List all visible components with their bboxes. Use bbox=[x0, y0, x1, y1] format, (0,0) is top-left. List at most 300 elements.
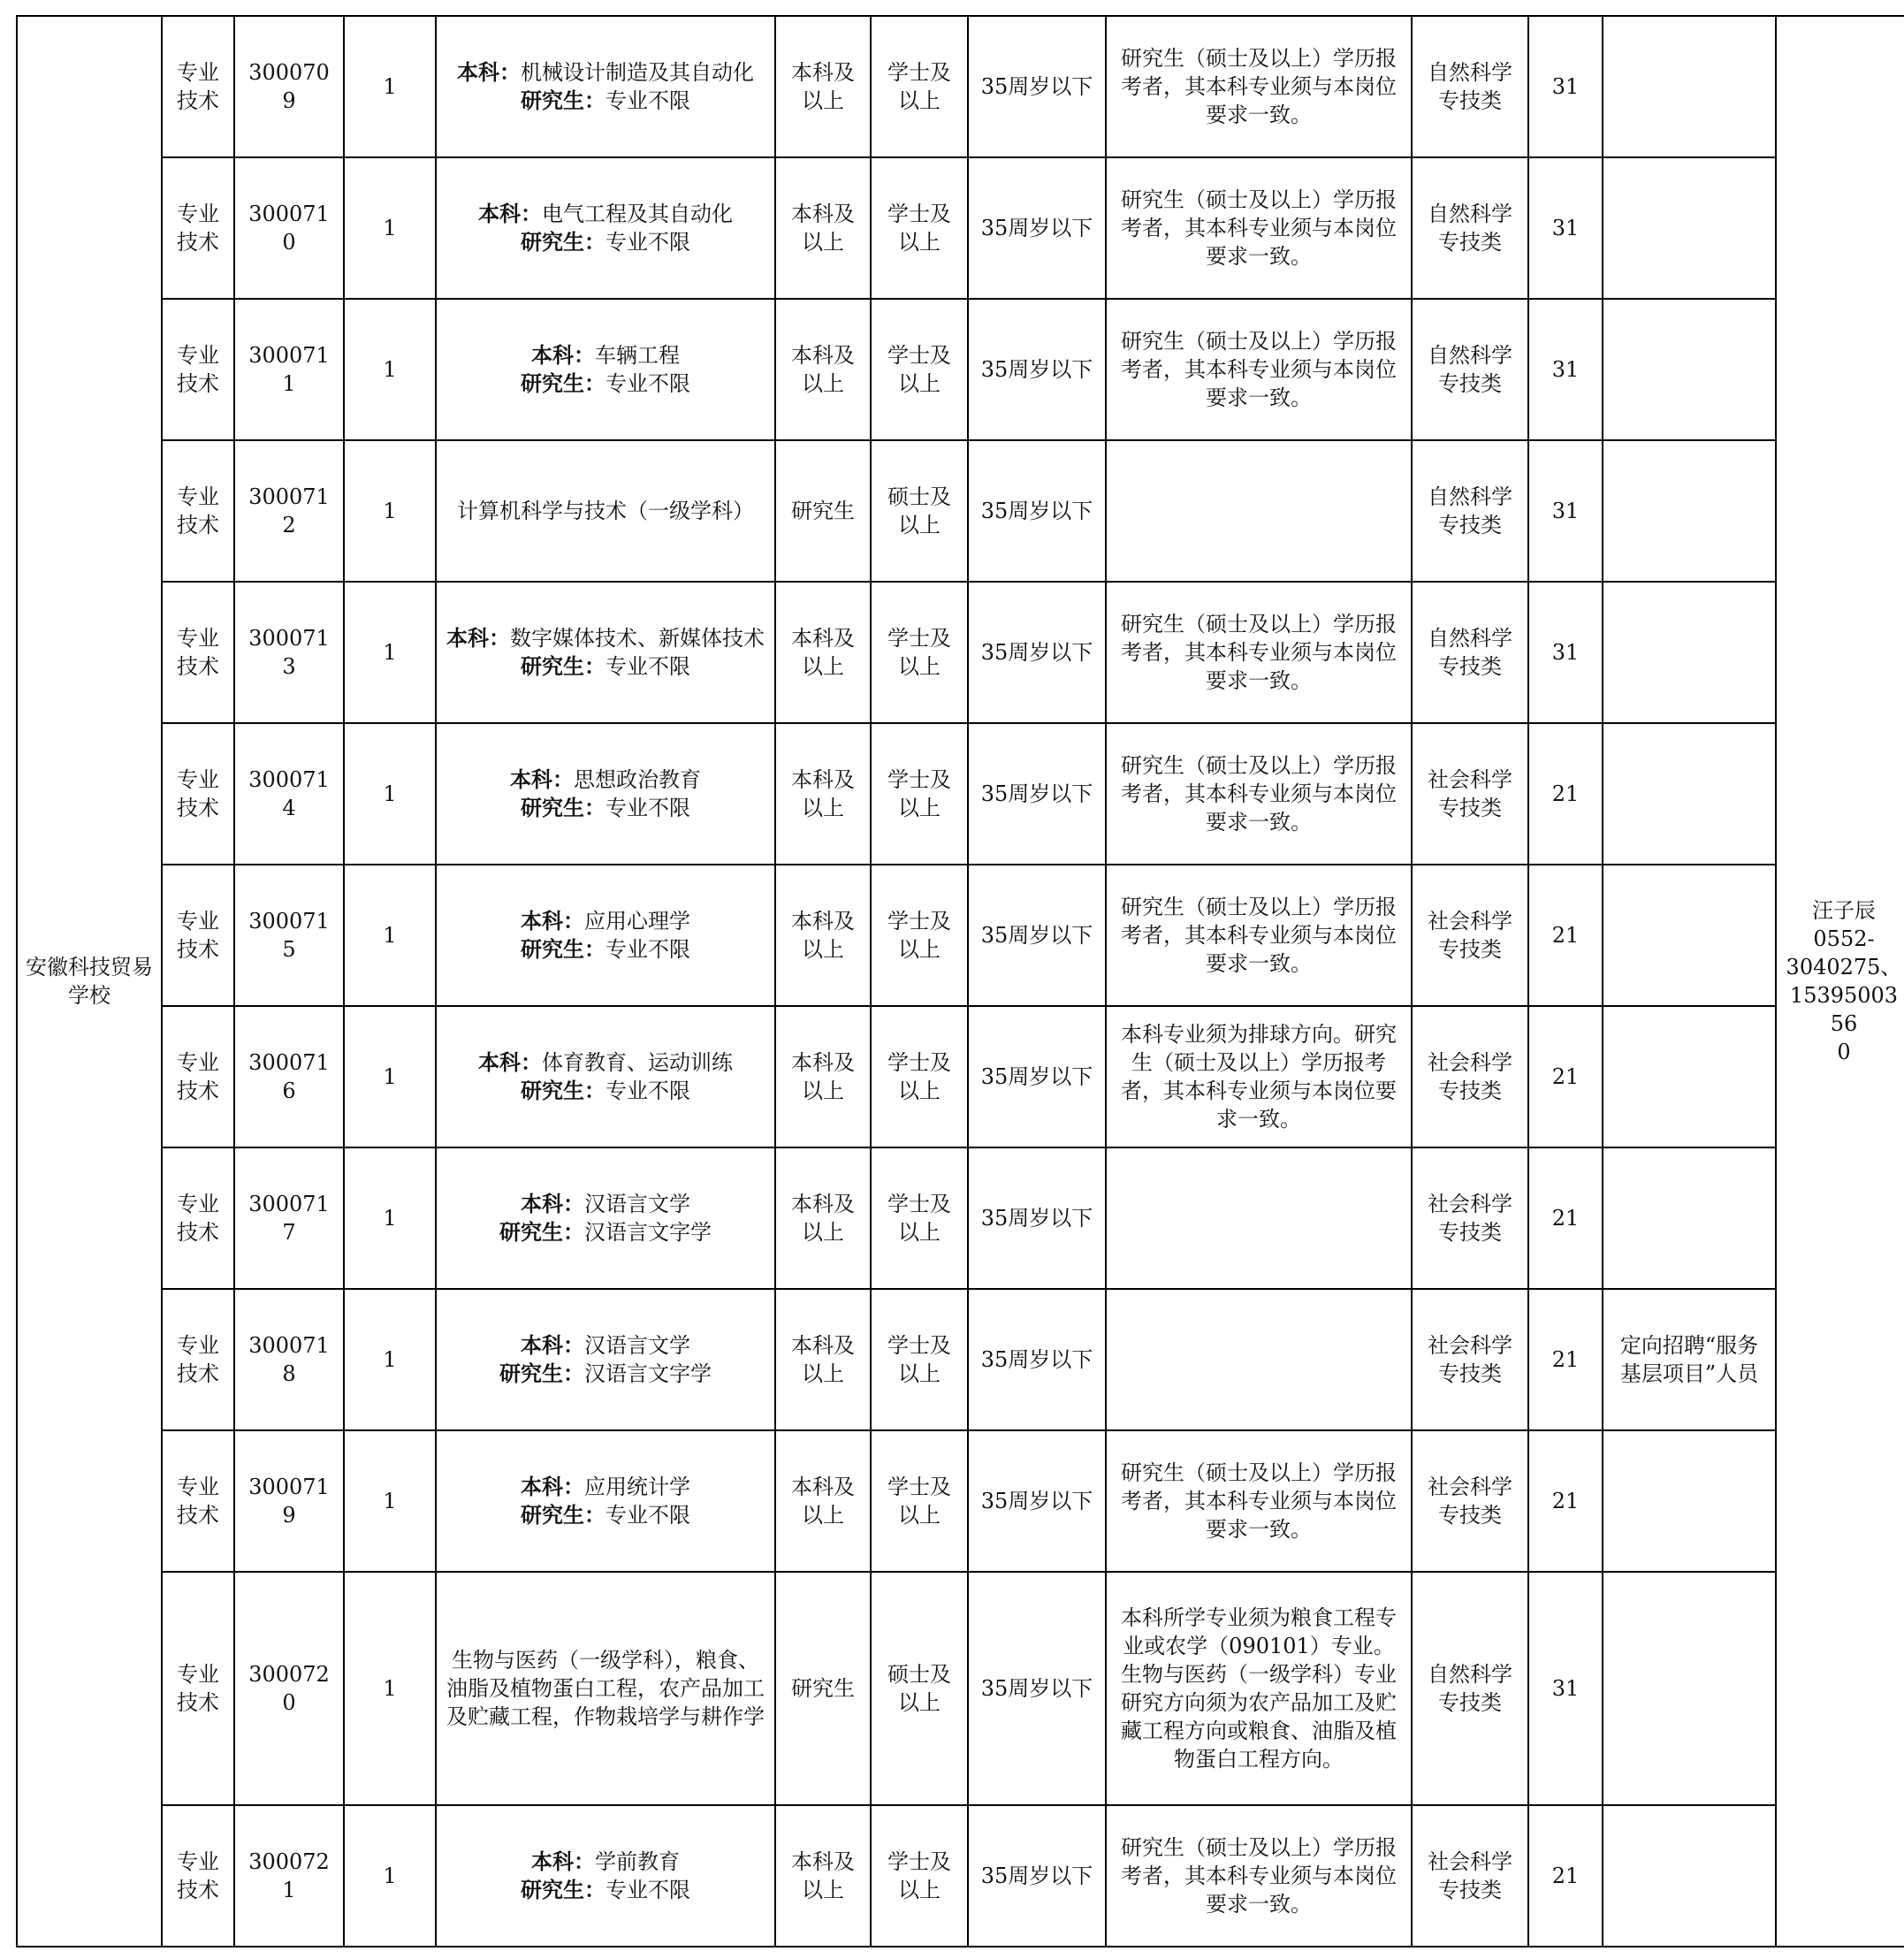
major-requirement-cell bbox=[436, 1147, 775, 1289]
cell-line: 以上 bbox=[802, 1503, 844, 1528]
table-row bbox=[17, 1147, 1904, 1289]
other-requirements-cell: 研究生（硕士及以上）学历报考者，其本科专业须与本岗位要求一致。 bbox=[1106, 16, 1412, 157]
major-undergrad-line bbox=[444, 1048, 767, 1077]
major-postgrad-line bbox=[444, 794, 767, 822]
cell-line: 专业 bbox=[177, 1849, 219, 1874]
education-cell bbox=[775, 1289, 871, 1430]
exam-code-cell: 31 bbox=[1528, 299, 1603, 440]
cell-line: 学士及 bbox=[887, 202, 951, 226]
cell-line: 3040275、 bbox=[1786, 955, 1902, 980]
table-row bbox=[17, 1805, 1904, 1947]
age-limit-cell: 35周岁以下 bbox=[968, 723, 1106, 865]
other-requirements-cell bbox=[1106, 440, 1412, 582]
exam-type-cell bbox=[1412, 16, 1528, 157]
exam-code-cell: 21 bbox=[1528, 723, 1603, 865]
undergrad-label: 本科： bbox=[521, 1474, 584, 1499]
cell-line: 以上 bbox=[898, 796, 941, 820]
hire-count-cell: 1 bbox=[344, 1006, 436, 1147]
age-limit-cell: 35周岁以下 bbox=[968, 299, 1106, 440]
postgrad-major: 专业不限 bbox=[605, 654, 690, 679]
remark-cell bbox=[1603, 582, 1776, 723]
post-code-cell: 3000718 bbox=[234, 1289, 344, 1430]
table-row bbox=[17, 157, 1904, 299]
post-code-cell: 3000717 bbox=[234, 1147, 344, 1289]
age-limit-cell: 35周岁以下 bbox=[968, 1572, 1106, 1805]
cell-line: 专技类 bbox=[1438, 1079, 1502, 1103]
cell-line: 专技类 bbox=[1438, 513, 1502, 537]
remark-cell: 定向招聘“服务基层项目”人员 bbox=[1603, 1289, 1776, 1430]
education-cell bbox=[775, 1572, 871, 1805]
major-requirement-cell bbox=[436, 157, 775, 299]
cell-line: 自然科学 bbox=[1428, 626, 1512, 651]
cell-line: 专技类 bbox=[1438, 1878, 1502, 1902]
age-limit-cell: 35周岁以下 bbox=[968, 16, 1106, 157]
exam-code-cell: 31 bbox=[1528, 1572, 1603, 1805]
cell-line: 专业 bbox=[177, 1192, 219, 1216]
degree-cell bbox=[871, 1430, 968, 1572]
cell-line: 本科及 bbox=[791, 909, 855, 934]
postgrad-major: 专业不限 bbox=[605, 88, 690, 113]
major-undergrad-line bbox=[444, 907, 767, 935]
major-postgrad-line bbox=[444, 1077, 767, 1105]
cell-line: 硕士及 bbox=[887, 1662, 951, 1687]
major-postgrad-line bbox=[444, 1876, 767, 1904]
cell-line: 研究生 bbox=[791, 1676, 855, 1701]
other-requirements-cell bbox=[1106, 1147, 1412, 1289]
cell-line: 以上 bbox=[802, 654, 844, 679]
cell-line: 学士及 bbox=[887, 1333, 951, 1358]
major-undergrad-line bbox=[444, 624, 767, 652]
cell-line: 本科及 bbox=[791, 202, 855, 226]
degree-cell bbox=[871, 1572, 968, 1805]
exam-code-cell: 31 bbox=[1528, 157, 1603, 299]
post-code-cell: 3000720 bbox=[234, 1572, 344, 1805]
major-requirement-cell bbox=[436, 440, 775, 582]
cell-line: 以上 bbox=[898, 937, 941, 962]
major-postgrad-line bbox=[444, 1360, 767, 1388]
cell-line: 本科及 bbox=[791, 1192, 855, 1216]
major-requirement-cell bbox=[436, 1572, 775, 1805]
cell-line: 学士及 bbox=[887, 343, 951, 368]
cell-line: 专业 bbox=[177, 60, 219, 85]
degree-cell bbox=[871, 299, 968, 440]
undergrad-major: 机械设计制造及其自动化 bbox=[521, 60, 754, 85]
exam-type-cell bbox=[1412, 1805, 1528, 1947]
remark-cell bbox=[1603, 1147, 1776, 1289]
postgrad-label: 研究生： bbox=[499, 1219, 584, 1245]
cell-line: 技术 bbox=[177, 937, 219, 962]
degree-cell bbox=[871, 582, 968, 723]
major-postgrad-line bbox=[444, 87, 767, 115]
postgrad-major: 汉语言文字学 bbox=[584, 1361, 712, 1386]
post-category-cell bbox=[162, 1430, 234, 1572]
major-requirement-cell bbox=[436, 1430, 775, 1572]
exam-code-cell: 31 bbox=[1528, 440, 1603, 582]
post-category-cell bbox=[162, 1289, 234, 1430]
age-limit-cell: 35周岁以下 bbox=[968, 1289, 1106, 1430]
undergrad-label: 本科： bbox=[457, 59, 521, 85]
hire-count-cell: 1 bbox=[344, 1430, 436, 1572]
other-requirements-cell: 研究生（硕士及以上）学历报考者，其本科专业须与本岗位要求一致。 bbox=[1106, 157, 1412, 299]
education-cell bbox=[775, 1006, 871, 1147]
degree-cell bbox=[871, 1006, 968, 1147]
cell-line: 0552- bbox=[1813, 926, 1875, 951]
other-requirements-cell: 研究生（硕士及以上）学历报考者，其本科专业须与本岗位要求一致。 bbox=[1106, 299, 1412, 440]
recruitment-table bbox=[16, 15, 1904, 1948]
post-category-cell bbox=[162, 1805, 234, 1947]
undergrad-label: 本科： bbox=[521, 1332, 584, 1358]
remark-cell bbox=[1603, 157, 1776, 299]
undergrad-major: 体育教育、运动训练 bbox=[542, 1050, 733, 1075]
undergrad-label: 本科： bbox=[478, 201, 542, 226]
hire-count-cell: 1 bbox=[344, 1805, 436, 1947]
major-postgrad-line bbox=[444, 935, 767, 964]
undergrad-major: 应用统计学 bbox=[584, 1475, 690, 1499]
cell-line: 学士及 bbox=[887, 626, 951, 651]
cell-line: 安徽科技贸易 bbox=[26, 955, 153, 980]
cell-line: 研究生 bbox=[791, 499, 855, 523]
table-row bbox=[17, 16, 1904, 157]
degree-cell bbox=[871, 1289, 968, 1430]
cell-line: 以上 bbox=[898, 1220, 941, 1245]
table-row bbox=[17, 1006, 1904, 1147]
cell-line: 本科及 bbox=[791, 767, 855, 792]
cell-line: 本科及 bbox=[791, 1849, 855, 1874]
cell-line: 自然科学 bbox=[1428, 202, 1512, 226]
cell-line: 汪子辰 bbox=[1812, 898, 1876, 923]
remark-cell bbox=[1603, 16, 1776, 157]
cell-line: 以上 bbox=[802, 796, 844, 820]
major-requirement-cell bbox=[436, 299, 775, 440]
other-requirements-cell: 研究生（硕士及以上）学历报考者，其本科专业须与本岗位要求一致。 bbox=[1106, 1430, 1412, 1572]
education-cell bbox=[775, 299, 871, 440]
undergrad-label: 本科： bbox=[531, 1848, 595, 1874]
table-row bbox=[17, 1430, 1904, 1572]
cell-line: 以上 bbox=[898, 1361, 941, 1386]
postgrad-major: 专业不限 bbox=[605, 937, 690, 962]
education-cell bbox=[775, 723, 871, 865]
post-category-cell bbox=[162, 440, 234, 582]
age-limit-cell: 35周岁以下 bbox=[968, 1006, 1106, 1147]
major-postgrad-line bbox=[444, 370, 767, 398]
degree-cell bbox=[871, 16, 968, 157]
age-limit-cell: 35周岁以下 bbox=[968, 157, 1106, 299]
cell-line: 本科及 bbox=[791, 60, 855, 85]
cell-line: 1539500356 bbox=[1789, 983, 1899, 1036]
cell-line: 专技类 bbox=[1438, 654, 1502, 679]
postgrad-major: 汉语言文字学 bbox=[584, 1220, 712, 1245]
post-code-cell: 3000721 bbox=[234, 1805, 344, 1947]
major-requirement-cell bbox=[436, 582, 775, 723]
other-requirements-cell: 研究生（硕士及以上）学历报考者，其本科专业须与本岗位要求一致。 bbox=[1106, 865, 1412, 1006]
degree-cell bbox=[871, 440, 968, 582]
exam-type-cell bbox=[1412, 723, 1528, 865]
postgrad-label: 研究生： bbox=[521, 229, 605, 255]
cell-line: 专业 bbox=[177, 343, 219, 368]
cell-line: 技术 bbox=[177, 513, 219, 537]
major-requirement-cell bbox=[436, 1006, 775, 1147]
exam-code-cell: 21 bbox=[1528, 1430, 1603, 1572]
cell-line: 技术 bbox=[177, 1878, 219, 1902]
cell-line: 社会科学 bbox=[1428, 1050, 1512, 1075]
cell-line: 专业 bbox=[177, 767, 219, 792]
post-code-cell: 3000714 bbox=[234, 723, 344, 865]
post-code-cell: 3000710 bbox=[234, 157, 344, 299]
education-cell bbox=[775, 157, 871, 299]
postgrad-label: 研究生： bbox=[521, 88, 605, 113]
education-cell bbox=[775, 16, 871, 157]
cell-line: 以上 bbox=[898, 1503, 941, 1528]
cell-line: 以上 bbox=[802, 937, 844, 962]
cell-line: 专技类 bbox=[1438, 88, 1502, 113]
cell-line: 学士及 bbox=[887, 1475, 951, 1499]
cell-line: 本科及 bbox=[791, 1333, 855, 1358]
cell-line: 以上 bbox=[898, 371, 941, 396]
postgrad-label: 研究生： bbox=[499, 1361, 584, 1386]
undergrad-major: 学前教育 bbox=[595, 1849, 680, 1874]
exam-type-cell bbox=[1412, 1289, 1528, 1430]
cell-line: 专技类 bbox=[1438, 796, 1502, 820]
hire-count-cell: 1 bbox=[344, 582, 436, 723]
remark-cell bbox=[1603, 723, 1776, 865]
postgrad-label: 研究生： bbox=[521, 795, 605, 820]
remark-cell bbox=[1603, 299, 1776, 440]
postgrad-major: 专业不限 bbox=[605, 1079, 690, 1103]
cell-line: 技术 bbox=[177, 654, 219, 679]
cell-line: 社会科学 bbox=[1428, 1849, 1512, 1874]
post-code-cell: 3000713 bbox=[234, 582, 344, 723]
major-requirement-cell bbox=[436, 723, 775, 865]
undergrad-major: 电气工程及其自动化 bbox=[542, 202, 733, 226]
cell-line: 专业 bbox=[177, 1662, 219, 1687]
cell-line: 技术 bbox=[177, 1690, 219, 1715]
table-body bbox=[17, 16, 1904, 1947]
table-row bbox=[17, 723, 1904, 865]
education-cell bbox=[775, 440, 871, 582]
postgrad-label: 研究生： bbox=[521, 370, 605, 396]
post-code-cell: 3000715 bbox=[234, 865, 344, 1006]
hire-count-cell: 1 bbox=[344, 1147, 436, 1289]
major-undergrad-line bbox=[444, 1190, 767, 1218]
undergrad-label: 本科： bbox=[531, 342, 595, 368]
cell-line: 学士及 bbox=[887, 1849, 951, 1874]
major-postgrad-line bbox=[444, 652, 767, 681]
education-cell bbox=[775, 1147, 871, 1289]
major-requirement-cell bbox=[436, 865, 775, 1006]
cell-line: 技术 bbox=[177, 1503, 219, 1528]
cell-line: 专业 bbox=[177, 484, 219, 509]
postgrad-major: 专业不限 bbox=[605, 1878, 690, 1902]
major-postgrad-line bbox=[444, 1218, 767, 1246]
cell-line: 专业 bbox=[177, 1475, 219, 1499]
cell-line: 技术 bbox=[177, 371, 219, 396]
major-undergrad-line bbox=[444, 58, 767, 87]
remark-cell bbox=[1603, 1572, 1776, 1805]
cell-line: 本科及 bbox=[791, 1475, 855, 1499]
exam-type-cell bbox=[1412, 1006, 1528, 1147]
cell-line: 以上 bbox=[898, 654, 941, 679]
cell-line: 学士及 bbox=[887, 60, 951, 85]
major-undergrad-line bbox=[444, 1331, 767, 1360]
table-row bbox=[17, 865, 1904, 1006]
exam-type-cell bbox=[1412, 582, 1528, 723]
cell-line: 社会科学 bbox=[1428, 909, 1512, 934]
age-limit-cell: 35周岁以下 bbox=[968, 1805, 1106, 1947]
postgrad-major: 专业不限 bbox=[605, 796, 690, 820]
major-text: 计算机科学与技术（一级学科） bbox=[457, 499, 754, 523]
post-category-cell bbox=[162, 157, 234, 299]
cell-line: 以上 bbox=[898, 230, 941, 255]
cell-line: 以上 bbox=[898, 513, 941, 537]
undergrad-major: 汉语言文学 bbox=[584, 1192, 690, 1216]
contact-cell bbox=[1776, 16, 1904, 1947]
cell-line: 学士及 bbox=[887, 1192, 951, 1216]
cell-line: 学士及 bbox=[887, 767, 951, 792]
other-requirements-cell: 本科所学专业须为粮食工程专业或农学（090101）专业。生物与医药（一级学科）专业研究方向须为农产品加工及贮藏工程方向或粮食、油脂及植物蛋白工程方向。 bbox=[1106, 1572, 1412, 1805]
cell-line: 专技类 bbox=[1438, 371, 1502, 396]
cell-line: 自然科学 bbox=[1428, 484, 1512, 509]
exam-type-cell bbox=[1412, 299, 1528, 440]
hire-count-cell: 1 bbox=[344, 157, 436, 299]
postgrad-label: 研究生： bbox=[521, 653, 605, 679]
postgrad-major: 专业不限 bbox=[605, 371, 690, 396]
undergrad-major: 应用心理学 bbox=[584, 909, 690, 934]
exam-type-cell bbox=[1412, 865, 1528, 1006]
postgrad-label: 研究生： bbox=[521, 1877, 605, 1902]
cell-line: 以上 bbox=[802, 1361, 844, 1386]
exam-code-cell: 21 bbox=[1528, 865, 1603, 1006]
exam-code-cell: 31 bbox=[1528, 16, 1603, 157]
postgrad-major: 专业不限 bbox=[605, 1503, 690, 1528]
education-cell bbox=[775, 865, 871, 1006]
cell-line: 社会科学 bbox=[1428, 767, 1512, 792]
postgrad-label: 研究生： bbox=[521, 936, 605, 962]
major-undergrad-line bbox=[444, 200, 767, 228]
hire-count-cell: 1 bbox=[344, 1572, 436, 1805]
age-limit-cell: 35周岁以下 bbox=[968, 582, 1106, 723]
cell-line: 专技类 bbox=[1438, 1503, 1502, 1528]
cell-line: 技术 bbox=[177, 1220, 219, 1245]
cell-line: 社会科学 bbox=[1428, 1192, 1512, 1216]
table-row bbox=[17, 1289, 1904, 1430]
age-limit-cell: 35周岁以下 bbox=[968, 1430, 1106, 1572]
undergrad-label: 本科： bbox=[446, 625, 510, 651]
education-cell bbox=[775, 1430, 871, 1572]
cell-line: 以上 bbox=[898, 1878, 941, 1902]
major-postgrad-line bbox=[444, 1501, 767, 1529]
cell-line: 自然科学 bbox=[1428, 1662, 1512, 1687]
exam-type-cell bbox=[1412, 1430, 1528, 1572]
cell-line: 技术 bbox=[177, 88, 219, 113]
undergrad-major: 汉语言文学 bbox=[584, 1333, 690, 1358]
cell-line: 以上 bbox=[802, 1878, 844, 1902]
exam-code-cell: 21 bbox=[1528, 1289, 1603, 1430]
major-requirement-cell bbox=[436, 1289, 775, 1430]
cell-line: 社会科学 bbox=[1428, 1475, 1512, 1499]
table-row bbox=[17, 1572, 1904, 1805]
undergrad-label: 本科： bbox=[510, 766, 574, 792]
post-code-cell: 3000711 bbox=[234, 299, 344, 440]
hire-count-cell: 1 bbox=[344, 723, 436, 865]
cell-line: 专业 bbox=[177, 626, 219, 651]
post-category-cell bbox=[162, 1006, 234, 1147]
post-category-cell bbox=[162, 299, 234, 440]
cell-line: 技术 bbox=[177, 796, 219, 820]
postgrad-major: 专业不限 bbox=[605, 230, 690, 255]
cell-line: 专业 bbox=[177, 1050, 219, 1075]
cell-line: 技术 bbox=[177, 1361, 219, 1386]
post-code-cell: 3000709 bbox=[234, 16, 344, 157]
cell-line: 技术 bbox=[177, 1079, 219, 1103]
table-row bbox=[17, 299, 1904, 440]
major-undergrad-line bbox=[444, 341, 767, 370]
exam-type-cell bbox=[1412, 1147, 1528, 1289]
exam-type-cell bbox=[1412, 157, 1528, 299]
hire-count-cell: 1 bbox=[344, 16, 436, 157]
undergrad-label: 本科： bbox=[521, 1191, 584, 1216]
cell-line: 学士及 bbox=[887, 1050, 951, 1075]
exam-code-cell: 31 bbox=[1528, 582, 1603, 723]
undergrad-major: 车辆工程 bbox=[595, 343, 680, 368]
cell-line: 专业 bbox=[177, 202, 219, 226]
cell-line: 学校 bbox=[68, 983, 110, 1008]
school-name-cell bbox=[17, 16, 162, 1947]
hire-count-cell: 1 bbox=[344, 865, 436, 1006]
cell-line: 本科及 bbox=[791, 1050, 855, 1075]
exam-code-cell: 21 bbox=[1528, 1147, 1603, 1289]
cell-line: 技术 bbox=[177, 230, 219, 255]
remark-cell bbox=[1603, 440, 1776, 582]
cell-line: 专业 bbox=[177, 909, 219, 934]
post-category-cell bbox=[162, 865, 234, 1006]
cell-line: 以上 bbox=[802, 88, 844, 113]
cell-line: 以上 bbox=[802, 230, 844, 255]
cell-line: 以上 bbox=[898, 1690, 941, 1715]
cell-line: 0 bbox=[1837, 1040, 1851, 1064]
undergrad-label: 本科： bbox=[521, 908, 584, 934]
remark-cell bbox=[1603, 1430, 1776, 1572]
cell-line: 专技类 bbox=[1438, 937, 1502, 962]
age-limit-cell: 35周岁以下 bbox=[968, 865, 1106, 1006]
post-code-cell: 3000712 bbox=[234, 440, 344, 582]
post-code-cell: 3000719 bbox=[234, 1430, 344, 1572]
degree-cell bbox=[871, 1805, 968, 1947]
cell-line: 自然科学 bbox=[1428, 343, 1512, 368]
table-row bbox=[17, 440, 1904, 582]
major-undergrad-line bbox=[444, 1848, 767, 1876]
cell-line: 本科及 bbox=[791, 626, 855, 651]
education-cell bbox=[775, 582, 871, 723]
cell-line: 硕士及 bbox=[887, 484, 951, 509]
post-code-cell: 3000716 bbox=[234, 1006, 344, 1147]
exam-code-cell: 21 bbox=[1528, 1805, 1603, 1947]
undergrad-major: 数字媒体技术、新媒体技术 bbox=[510, 626, 765, 651]
cell-line: 以上 bbox=[898, 1079, 941, 1103]
exam-type-cell bbox=[1412, 1572, 1528, 1805]
education-cell bbox=[775, 1805, 871, 1947]
post-category-cell bbox=[162, 582, 234, 723]
major-undergrad-line bbox=[444, 1473, 767, 1501]
remark-cell bbox=[1603, 865, 1776, 1006]
remark-cell bbox=[1603, 1006, 1776, 1147]
degree-cell bbox=[871, 1147, 968, 1289]
cell-line: 以上 bbox=[802, 1220, 844, 1245]
other-requirements-cell: 本科专业须为排球方向。研究生（硕士及以上）学历报考者，其本科专业须与本岗位要求一致。 bbox=[1106, 1006, 1412, 1147]
major-requirement-cell bbox=[436, 1805, 775, 1947]
undergrad-label: 本科： bbox=[478, 1049, 542, 1075]
other-requirements-cell: 研究生（硕士及以上）学历报考者，其本科专业须与本岗位要求一致。 bbox=[1106, 723, 1412, 865]
major-text: 生物与医药（一级学科），粮食、油脂及植物蛋白工程，农产品加工及贮藏工程，作物栽培学与耕作学 bbox=[446, 1648, 765, 1729]
